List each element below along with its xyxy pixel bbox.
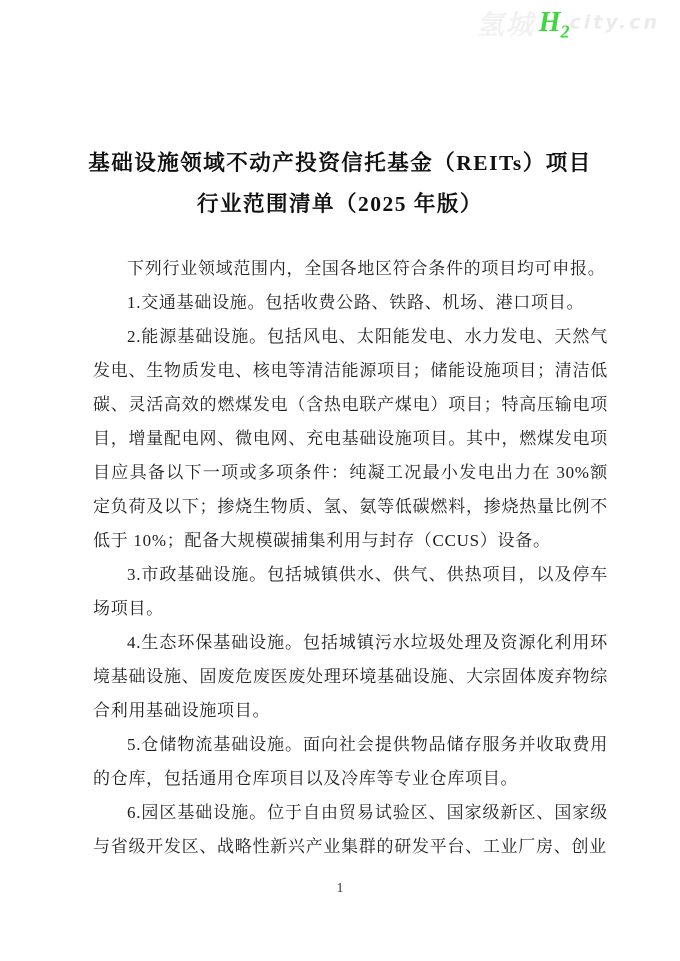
watermark-logo: 氢城 bbox=[476, 10, 535, 40]
h2-brand-icon bbox=[538, 6, 570, 42]
watermark bbox=[477, 3, 660, 42]
paragraph-item-2-energy: 2.能源基础设施。包括风电、太阳能发电、水力发电、天然气发电、生物质发电、核电等清洁能源项目；储能设施项目；清洁低碳、灵活高效的燃煤发电（含热电联产煤电）项目；特高压输电项目，增量配电网、微电网、充电基础设施项目。其中，燃煤发电项目应具备以下一项或多项条件：纯凝工况最小发电出力在 30%额定负荷及以下；掺烧生物质、氢、氨等低碳燃料，掺烧热量比例不低于 10%；配备大规模碳捕集利用与封存（CCUS）设备。 bbox=[93, 327, 608, 550]
page-number: 1 bbox=[336, 880, 344, 895]
paragraph-item-6-park: 6.园区基础设施。位于自由贸易试验区、国家级新区、国家级与省级开发区、战略性新兴产业集群的研发平台、工业厂房、创业 bbox=[93, 803, 608, 856]
document-title-line-2: 行业范围清单（2025 年版） bbox=[197, 192, 483, 216]
document-title bbox=[0, 143, 680, 225]
document-body bbox=[93, 252, 608, 864]
document-title-line-1: 基础设施领域不动产投资信托基金（REITs）项目 bbox=[88, 151, 592, 175]
paragraph-item-4-eco: 4.生态环保基础设施。包括城镇污水垃圾处理及资源化利用环境基础设施、固废危废医废处理环境基础设施、大宗固体废弃物综合利用基础设施项目。 bbox=[93, 633, 608, 720]
h2-brand-subscript: 2 bbox=[560, 21, 570, 42]
paragraph-item-1-transport: 1.交通基础设施。包括收费公路、铁路、机场、港口项目。 bbox=[127, 293, 585, 312]
paragraph-intro: 下列行业领域范围内，全国各地区符合条件的项目均可申报。 bbox=[127, 259, 606, 278]
watermark-domain-text: city.cn bbox=[569, 11, 660, 34]
paragraph-item-5-warehouse: 5.仓储物流基础设施。面向社会提供物品储存服务并收取费用的仓库，包括通用仓库项目以及冷库等专业仓库项目。 bbox=[93, 735, 608, 788]
paragraph-item-3-municipal: 3.市政基础设施。包括城镇供水、供气、供热项目，以及停车场项目。 bbox=[93, 565, 608, 618]
page-footer bbox=[0, 880, 680, 896]
h2-brand-letter: H bbox=[538, 6, 561, 38]
